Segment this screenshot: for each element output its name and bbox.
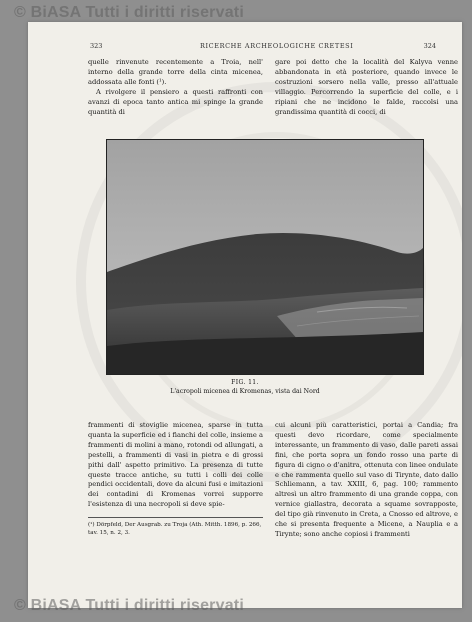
paragraph: A rivolgere il pensiero a questi raffronti con avanzi di epoca tanto antica mi spinge la grande quantità di — [88, 87, 263, 116]
paragraph: cui alcuni più caratteristici, portai a Candia; fra questi devo ricordare, come specialmente interessante, un frammento di vaso, dalle pareti assai fini, che porta sopra un fondo rosso una parte di figura di cigno o d'anitra, ottenuta con linee ondulate e che rammenta quello sul vaso di Tirynte, dato dallo Schliemann, a tav. XXIII, 6, pag. 100; rammento altresì un altro frammento di una grande coppa, con vernice giallastra, decorata a squame sovrapposte, del tipo già rinvenuto in Creta, a Cnosso ed altrove, e che si presenta frequente a Micene, a Nauplia e a Tirynte; sono anche copiosi i frammenti — [275, 421, 458, 538]
figure-label: FIG. 11. — [231, 379, 259, 386]
running-head — [90, 42, 436, 54]
landscape-photo — [107, 140, 423, 374]
page-number-left: 323 — [90, 42, 103, 50]
watermark-text-top: © BiASA Tutti i diritti riservati — [14, 4, 244, 21]
figure-caption: L'acropoli micenea di Kromenas, vista dai Nord — [170, 388, 320, 395]
text-column-right-top — [275, 58, 458, 117]
text-column-left-top — [88, 58, 263, 117]
footnote: (¹) Dörpfeld, Der Ausgrab. zu Troja (Ath. Mitth. 1896, p. 266, tav. 15, n. 2, 3. — [88, 517, 263, 537]
watermark-text-bottom: © BiASA Tutti i diritti riservati — [14, 597, 244, 614]
paragraph: quelle rinvenute recentemente a Troia, nell' interno della grande torre della cinta micenea, addossata alle fonti (¹). — [88, 58, 263, 86]
page-number-right: 324 — [423, 42, 436, 50]
text-column-left-bottom — [88, 421, 263, 510]
text-column-right-bottom — [275, 421, 458, 540]
paragraph: gare poi detto che la località del Kalyva venne abbandonata in età posteriore, quando invece le costruzioni sorsero nella valle, presso all'attuale villaggio. Percorrendo la superficie del colle, e i ripiani che ne incidono le falde, raccolsi una grandissima quantità di cocci, di — [275, 58, 458, 116]
paragraph: frammenti di stoviglie micenea, sparse in tutta quanta la superficie ed i fianchi del colle, insieme a frammenti di molini a mano, rotondi od allungati, a pestelli, a frammenti di vasi in pietra e di grossi pithi dall' aspetto primitivo. La presenza di tutte queste tracce antiche, su tutti i colli dei colle pendici occidentali, dove da alcuni fusi e imitazioni dei contadini di Kromenas vorrei supporre l'esistenza di una necropoli si deve spie- — [88, 421, 263, 509]
document-page — [28, 22, 462, 608]
running-title: RICERCHE ARCHEOLOGICHE CRETESI — [200, 42, 354, 50]
photograph-plate — [106, 139, 424, 375]
